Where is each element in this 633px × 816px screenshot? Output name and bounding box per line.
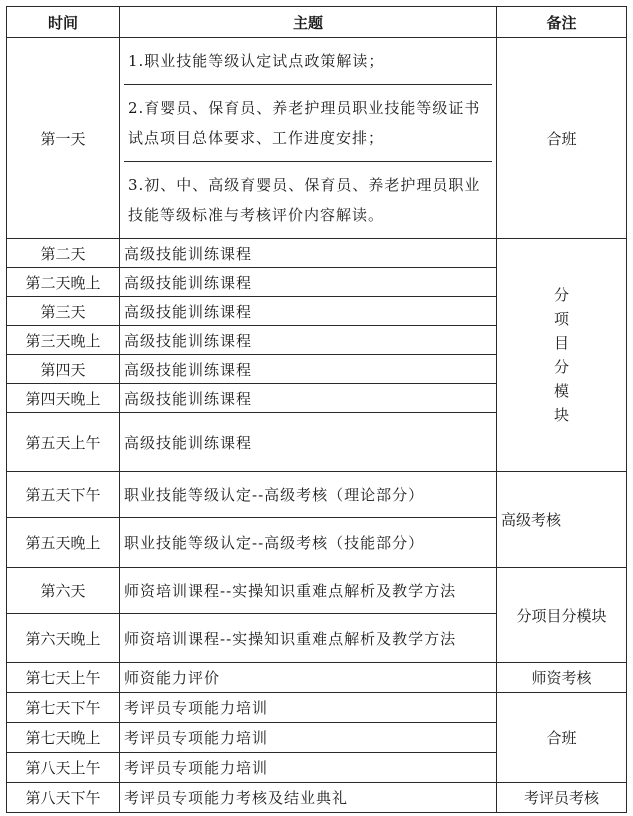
note-cell: 合班 <box>497 693 627 783</box>
topic-cell: 高级技能训练课程 <box>120 268 497 297</box>
time-cell: 第五天上午 <box>7 413 120 472</box>
topic-item: 2.育婴员、保育员、养老护理员职业技能等级证书试点项目总体要求、工作进度安排； <box>124 85 492 162</box>
note-cell: 师资考核 <box>497 663 627 693</box>
topic-cell: 高级技能训练课程 <box>120 326 497 355</box>
topic-cell <box>120 38 497 239</box>
topic-cell: 职业技能等级认定--高级考核（技能部分） <box>120 518 497 568</box>
topic-cell: 师资培训课程--实操知识重难点解析及教学方法 <box>120 614 497 663</box>
note-char: 模 <box>553 382 569 400</box>
note-cell: 考评员考核 <box>497 783 627 813</box>
table-row <box>7 663 627 693</box>
topic-cell: 职业技能等级认定--高级考核（理论部分） <box>120 472 497 518</box>
topic-cell: 高级技能训练课程 <box>120 297 497 326</box>
time-cell: 第三天 <box>7 297 120 326</box>
topic-cell: 高级技能训练课程 <box>120 239 497 268</box>
table-row <box>7 568 627 614</box>
note-cell: 合班 <box>497 38 627 239</box>
table-row <box>7 693 627 723</box>
header-note: 备注 <box>497 7 627 38</box>
time-cell: 第五天下午 <box>7 472 120 518</box>
topic-cell: 高级技能训练课程 <box>120 355 497 384</box>
topic-cell: 考评员专项能力培训 <box>120 753 497 783</box>
table-row <box>7 783 627 813</box>
note-cell: 高级考核 <box>497 472 627 568</box>
schedule-table <box>6 6 627 813</box>
time-cell: 第二天晚上 <box>7 268 120 297</box>
topic-cell: 高级技能训练课程 <box>120 384 497 413</box>
header-time: 时间 <box>7 7 120 38</box>
time-cell: 第三天晚上 <box>7 326 120 355</box>
time-cell: 第一天 <box>7 38 120 239</box>
time-cell: 第四天 <box>7 355 120 384</box>
time-cell: 第八天上午 <box>7 753 120 783</box>
topic-cell: 师资培训课程--实操知识重难点解析及教学方法 <box>120 568 497 614</box>
time-cell: 第六天 <box>7 568 120 614</box>
table-row <box>7 472 627 518</box>
time-cell: 第七天下午 <box>7 693 120 723</box>
note-char: 项 <box>553 310 569 328</box>
header-topic: 主题 <box>120 7 497 38</box>
note-char: 块 <box>553 406 569 424</box>
topic-cell: 高级技能训练课程 <box>120 413 497 472</box>
topic-cell: 考评员专项能力考核及结业典礼 <box>120 783 497 813</box>
time-cell: 第七天上午 <box>7 663 120 693</box>
topic-item: 3.初、中、高级育婴员、保育员、养老护理员职业技能等级标准与考核评价内容解读。 <box>128 176 481 224</box>
topic-cell: 考评员专项能力培训 <box>120 723 497 753</box>
note-cell: 分项目分模块 <box>497 568 627 663</box>
header-row <box>7 7 627 38</box>
topic-cell: 考评员专项能力培训 <box>120 693 497 723</box>
topic-cell: 师资能力评价 <box>120 663 497 693</box>
table-row <box>7 239 627 268</box>
topic-item: 1.职业技能等级认定试点政策解读； <box>124 38 492 85</box>
table-row <box>7 38 627 239</box>
note-char: 目 <box>553 334 569 352</box>
note-cell-vertical <box>497 239 627 472</box>
note-char: 分 <box>553 358 569 376</box>
time-cell: 第六天晚上 <box>7 614 120 663</box>
time-cell: 第七天晚上 <box>7 723 120 753</box>
time-cell: 第五天晚上 <box>7 518 120 568</box>
note-char: 分 <box>553 286 569 304</box>
time-cell: 第四天晚上 <box>7 384 120 413</box>
time-cell: 第八天下午 <box>7 783 120 813</box>
time-cell: 第二天 <box>7 239 120 268</box>
